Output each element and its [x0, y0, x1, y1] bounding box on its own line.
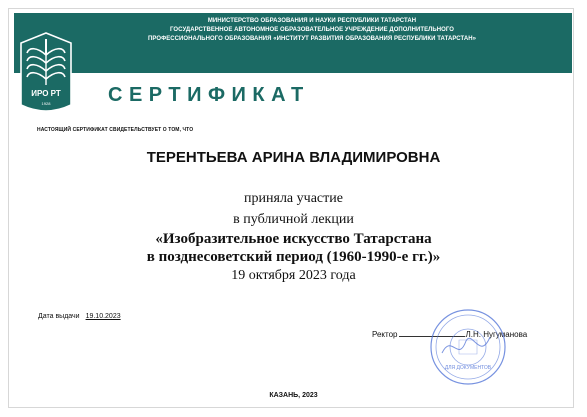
event-type-text: в публичной лекции: [233, 212, 354, 227]
rector-label: Ректор: [372, 330, 398, 339]
org-line-3: ПРОФЕССИОНАЛЬНОГО ОБРАЗОВАНИЯ «ИНСТИТУТ РАЗВИТИЯ ОБРАЗОВАНИЯ РЕСПУБЛИКИ ТАТАРСТАН»: [148, 36, 476, 42]
stamp-text: ДЛЯ ДОКУМЕНТОВ: [444, 365, 492, 371]
certificate-title: СЕРТИФИКАТ: [108, 84, 310, 106]
organization-header: [112, 17, 512, 44]
official-stamp-icon: [428, 307, 508, 387]
logo-text: ИРО РТ: [31, 89, 61, 98]
city-year: КАЗАНЬ, 2023: [269, 392, 318, 399]
testify-text: НАСТОЯЩИЙ СЕРТИФИКАТ СВИДЕТЕЛЬСТВУЕТ О ТОМ, ЧТО: [37, 127, 194, 133]
issue-date-value: 19.10.2023: [85, 313, 121, 320]
lecture-title-line-2: в позднесоветский период (1960-1990-е гг.)»: [146, 249, 441, 265]
org-line-1: МИНИСТЕРСТВО ОБРАЗОВАНИЯ И НАУКИ РЕСПУБЛИКИ ТАТАРСТАН: [207, 18, 417, 24]
recipient-name: ТЕРЕНТЬЕВА АРИНА ВЛАДИМИРОВНА: [146, 149, 441, 166]
lecture-title-line-1: «Изобразительное искусство Татарстана: [155, 231, 432, 247]
issue-date: [38, 313, 121, 320]
org-line-2: ГОСУДАРСТВЕННОЕ АВТОНОМНОЕ ОБРАЗОВАТЕЛЬНОЕ УЧРЕЖДЕНИЕ ДОПОЛНИТЕЛЬНОГО: [170, 27, 454, 33]
event-date: 19 октября 2023 года: [231, 268, 356, 283]
logo-year: 1928: [41, 101, 51, 106]
rector-name: Л.Н. Нугуманова: [465, 330, 528, 339]
participation-text: приняла участие: [244, 191, 343, 206]
issue-date-label: Дата выдачи: [38, 313, 80, 320]
